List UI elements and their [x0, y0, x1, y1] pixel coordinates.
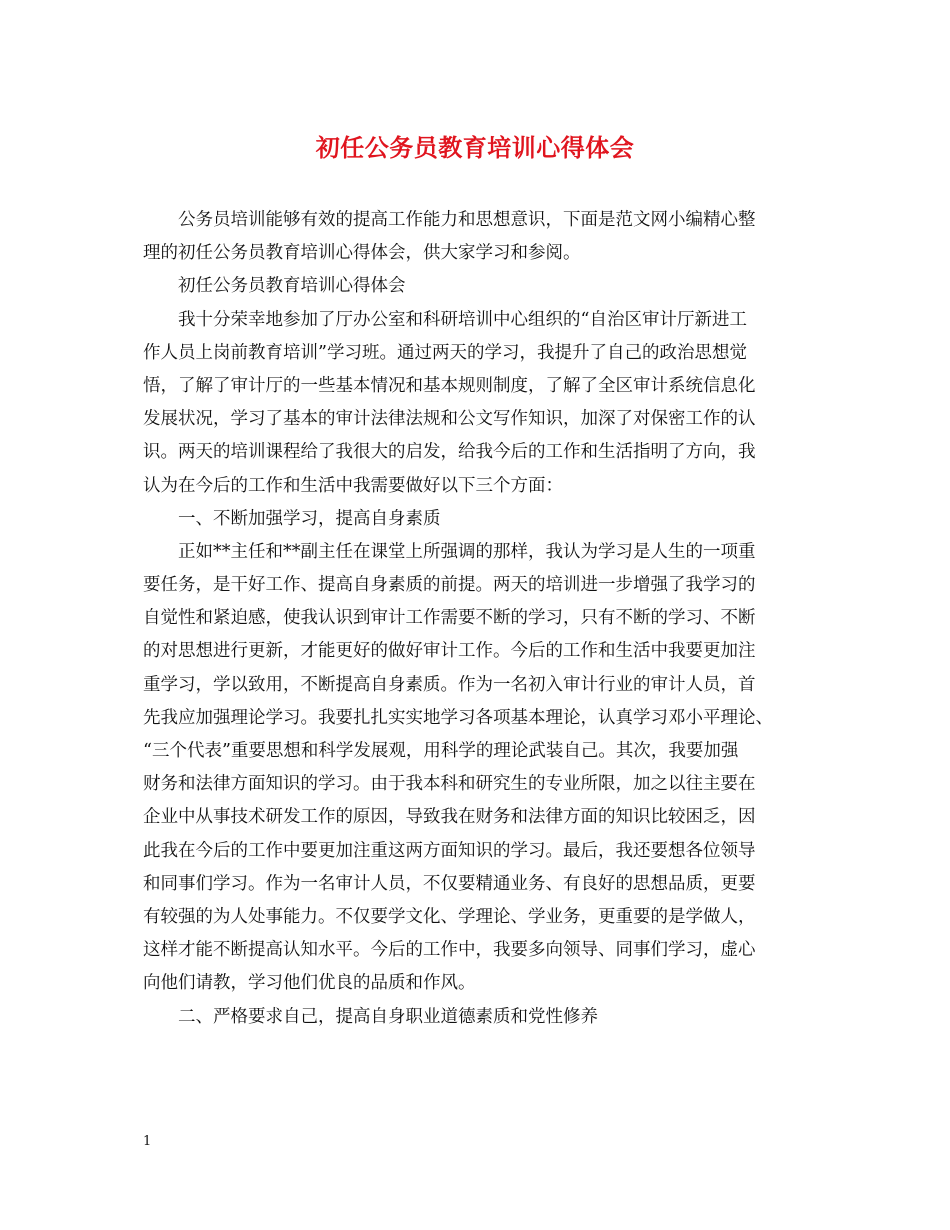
text-line: 财务和法律方面知识的学习。由于我本科和研究生的专业所限，加之以往主要在	[143, 774, 756, 795]
text-line: 二、严格要求自己，提高自身职业道德素质和党性修养	[178, 1006, 598, 1027]
document-body	[143, 204, 811, 1034]
text-line: 我十分荣幸地参加了厅办公室和科研培训中心组织的“自治区审计厅新进工	[178, 309, 747, 330]
text-line: 自觉性和紧迫感，使我认识到审计工作需要不断的学习，只有不断的学习、不断	[143, 608, 756, 629]
text-line: 和同事们学习。作为一名审计人员，不仅要精通业务、有良好的思想品质，更要	[143, 873, 756, 894]
document-title: 初任公务员教育培训心得体会	[315, 133, 635, 162]
text-line: 有较强的为人处事能力。不仅要学文化、学理论、学业务，更重要的是学做人，	[143, 906, 756, 927]
text-line: 发展状况，学习了基本的审计法律法规和公文写作知识，加深了对保密工作的认	[143, 409, 756, 430]
text-line: 企业中从事技术研发工作的原因，导致我在财务和法律方面的知识比较困乏，因	[143, 807, 756, 828]
text-line: 的对思想进行更新，才能更好的做好审计工作。今后的工作和生活中我要更加注	[143, 641, 756, 662]
text-line: 初任公务员教育培训心得体会	[178, 276, 406, 297]
text-line: 认为在今后的工作和生活中我需要做好以下三个方面：	[143, 475, 563, 496]
text-line: 先我应加强理论学习。我要扎扎实实地学习各项基本理论，认真学习邓小平理论、	[143, 707, 773, 728]
text-line: 正如**主任和**副主任在课堂上所强调的那样，我认为学习是人生的一项重	[178, 541, 756, 562]
text-line: “三个代表”重要思想和科学发展观，用科学的理论武装自己。其次，我要加强	[143, 741, 739, 761]
text-line: 此我在今后的工作中要更加注重这两方面知识的学习。最后，我还要想各位领导	[143, 840, 756, 861]
text-line: 一、不断加强学习，提高自身素质	[178, 508, 441, 529]
text-line: 作人员上岗前教育培训”学习班。通过两天的学习，我提升了自己的政治思想觉	[143, 342, 747, 363]
text-line: 向他们请教，学习他们优良的品质和作风。	[143, 973, 476, 994]
text-line: 这样才能不断提高认知水平。今后的工作中，我要多向领导、同事们学习，虚心	[143, 940, 756, 961]
text-line: 识。两天的培训课程给了我很大的启发，给我今后的工作和生活指明了方向，我	[143, 442, 756, 463]
text-line: 悟，了解了审计厅的一些基本情况和基本规则制度，了解了全区审计系统信息化	[143, 375, 756, 396]
page-number: 1	[143, 1134, 152, 1149]
text-line: 理的初任公务员教育培训心得体会，供大家学习和参阅。	[143, 243, 581, 264]
text-line: 要任务，是干好工作、提高自身素质的前提。两天的培训进一步增强了我学习的	[143, 575, 756, 596]
text-line: 重学习，学以致用，不断提高自身素质。作为一名初入审计行业的审计人员，首	[143, 674, 756, 695]
text-line: 公务员培训能够有效的提高工作能力和思想意识，下面是范文网小编精心整	[178, 210, 756, 230]
